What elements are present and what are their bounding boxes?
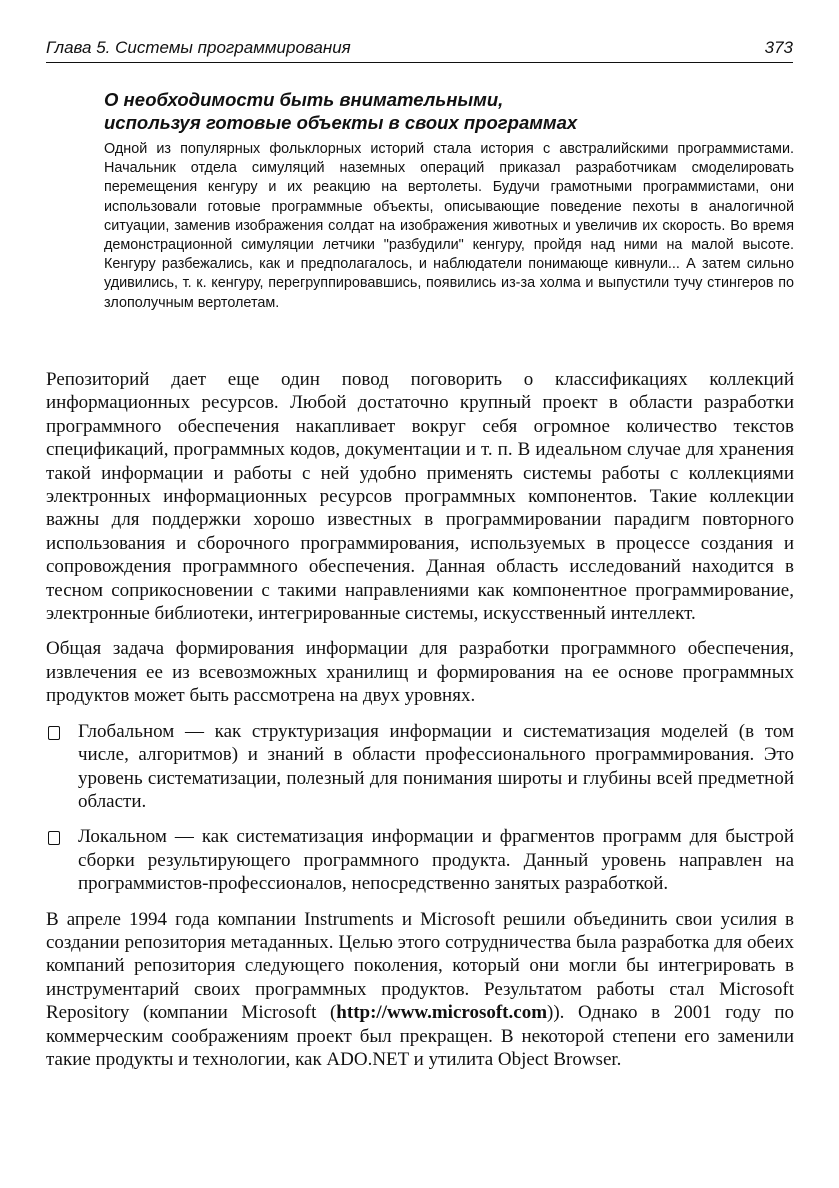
paragraph: Общая задача формирования информации для разработки программного обеспечения, извлечения ее из всевозможных хранилищ и формирования на ее основе программных продуктов может быть рассмотрена на двух уровнях.	[46, 638, 794, 707]
sidebar-title	[104, 88, 794, 134]
paragraph-text: В апреле 1994 года компании Instruments и Microsoft решили объединить свои усилия в создании репозитория метаданных. Целью этого сотрудничества была разработка для обеих компаний репозитория следующего поколения, который они могли бы интегрировать в инструментарий своих программных продуктов. Результатом работы стал Microsoft Repository (компании Microsoft (	[46, 908, 794, 1024]
paragraph: Репозиторий дает еще один повод поговорить о классификациях коллекций информационных ресурсов. Любой достаточно крупный проект в области разработки программного обеспечения накапливает вокруг себя огромное количество текстов спецификаций, программных кодов, документации и т. п. В идеальном случае для хранения такой информации и работы с ней удобно применять системы работы с коллекциями электронных информационных ресурсов программных компонентов. Такие коллекции важны для поддержки хорошо известных в программировании парадигм повторного использования и сборочного программирования, используемых в процессе создания и сопровождения программного обеспечения. Данная область исследований находится в тесном соприкосновении с такими направлениями как компонентное программирование, электронные библиотеки, интегрированные системы, искусственный интеллект.	[46, 369, 794, 625]
running-header	[46, 36, 793, 63]
paragraph	[46, 908, 794, 1072]
checkbox-bullet-icon	[48, 831, 60, 845]
sidebar-title-line: О необходимости быть внимательными,	[104, 89, 504, 110]
page-number: 373	[764, 38, 793, 57]
url-link[interactable]: http://www.microsoft.com	[336, 1002, 548, 1024]
list-item-text: Глобальном — как структуризация информации и систематизация моделей (в том числе, алгоритмов) и знаний в области профессионального программирования. Это уровень систематизации, полезный для понимания широты и глубины всей предметной области.	[78, 720, 794, 812]
checkbox-bullet-icon	[48, 726, 60, 740]
sidebar-note	[104, 88, 794, 313]
paragraph-text: )). Однако в 2001 году по коммерческим соображениям проект был прекращен. В некоторой степени его заменили такие продукты и технологии, как ADO.NET и утилита Object Browser.	[46, 1002, 794, 1070]
list-item	[46, 825, 794, 895]
sidebar-title-line: используя готовые объекты в своих программах	[104, 112, 578, 133]
main-text	[46, 368, 794, 1083]
bullet-list	[46, 720, 794, 896]
sidebar-text: Одной из популярных фольклорных историй стала история с австралийскими программистами. Начальник отдела симуляций наземных операций приказал разработчикам смоделировать перемещения кенгуру и их реакцию на вертолеты. Будучи грамотными программистами, они использовали готовые программные объекты, описывающие поведение пехоты в аналогичной ситуации, заменив изображения солдат на изображения животных и увеличив их скорость. Во время демонстрационной симуляции летчики "разбудили" кенгуру, пройдя над ними на малой высоте. Кенгуру разбежались, как и предполагалось, и наблюдатели понимающе кивнули... А затем сильно удивились, т. к. кенгуру, перегруппировавшись, появились из-за холма и выпустили тучу стингеров по злополучным вертолетам.	[104, 141, 794, 311]
list-item-text: Локальном — как систематизация информации и фрагментов программ для быстрой сборки результирующего программного продукта. Данный уровень направлен на программистов-профессионалов, непосредственно занятых разработкой.	[78, 826, 794, 895]
list-item	[46, 720, 794, 814]
chapter-title: Глава 5. Системы программирования	[46, 38, 351, 57]
